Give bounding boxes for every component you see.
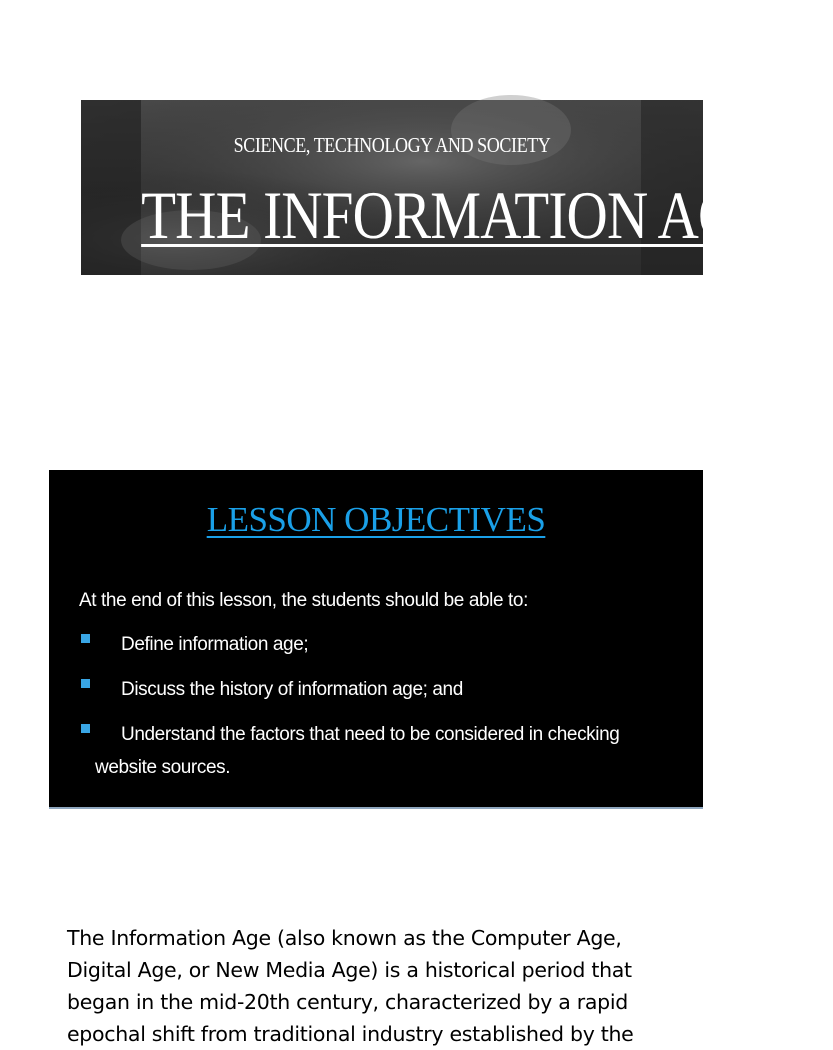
square-bullet-icon	[81, 679, 90, 688]
objective-item	[79, 673, 633, 706]
objective-item	[79, 718, 633, 784]
title-banner	[81, 100, 773, 275]
objective-text: Understand the factors that need to be considered in checking	[121, 724, 620, 745]
square-bullet-icon	[81, 724, 90, 733]
paragraph-line: The Information Age (also known as the Computer Age,	[67, 926, 622, 950]
banner-subtitle: SCIENCE, TECHNOLOGY AND SOCIETY	[233, 133, 551, 157]
lesson-objectives-slide	[49, 470, 703, 809]
objective-text: Define information age;	[121, 634, 309, 655]
objective-item	[79, 628, 633, 661]
body-paragraph	[67, 922, 707, 1050]
square-bullet-icon	[81, 634, 90, 643]
paragraph-line: Digital Age, or New Media Age) is a historical period that	[67, 958, 632, 982]
banner-title	[81, 177, 773, 253]
objective-text: Discuss the history of information age; and	[121, 679, 463, 700]
objectives-heading: LESSON OBJECTIVES	[206, 500, 546, 539]
paragraph-line: epochal shift from traditional industry established by the	[67, 1022, 634, 1046]
objectives-intro: At the end of this lesson, the students should be able to:	[79, 590, 528, 611]
paragraph-line: began in the mid-20th century, characterized by a rapid	[67, 990, 628, 1014]
objective-text-continuation: website sources.	[95, 757, 231, 778]
banner-title-text: THE INFORMATION AGE	[141, 177, 773, 253]
